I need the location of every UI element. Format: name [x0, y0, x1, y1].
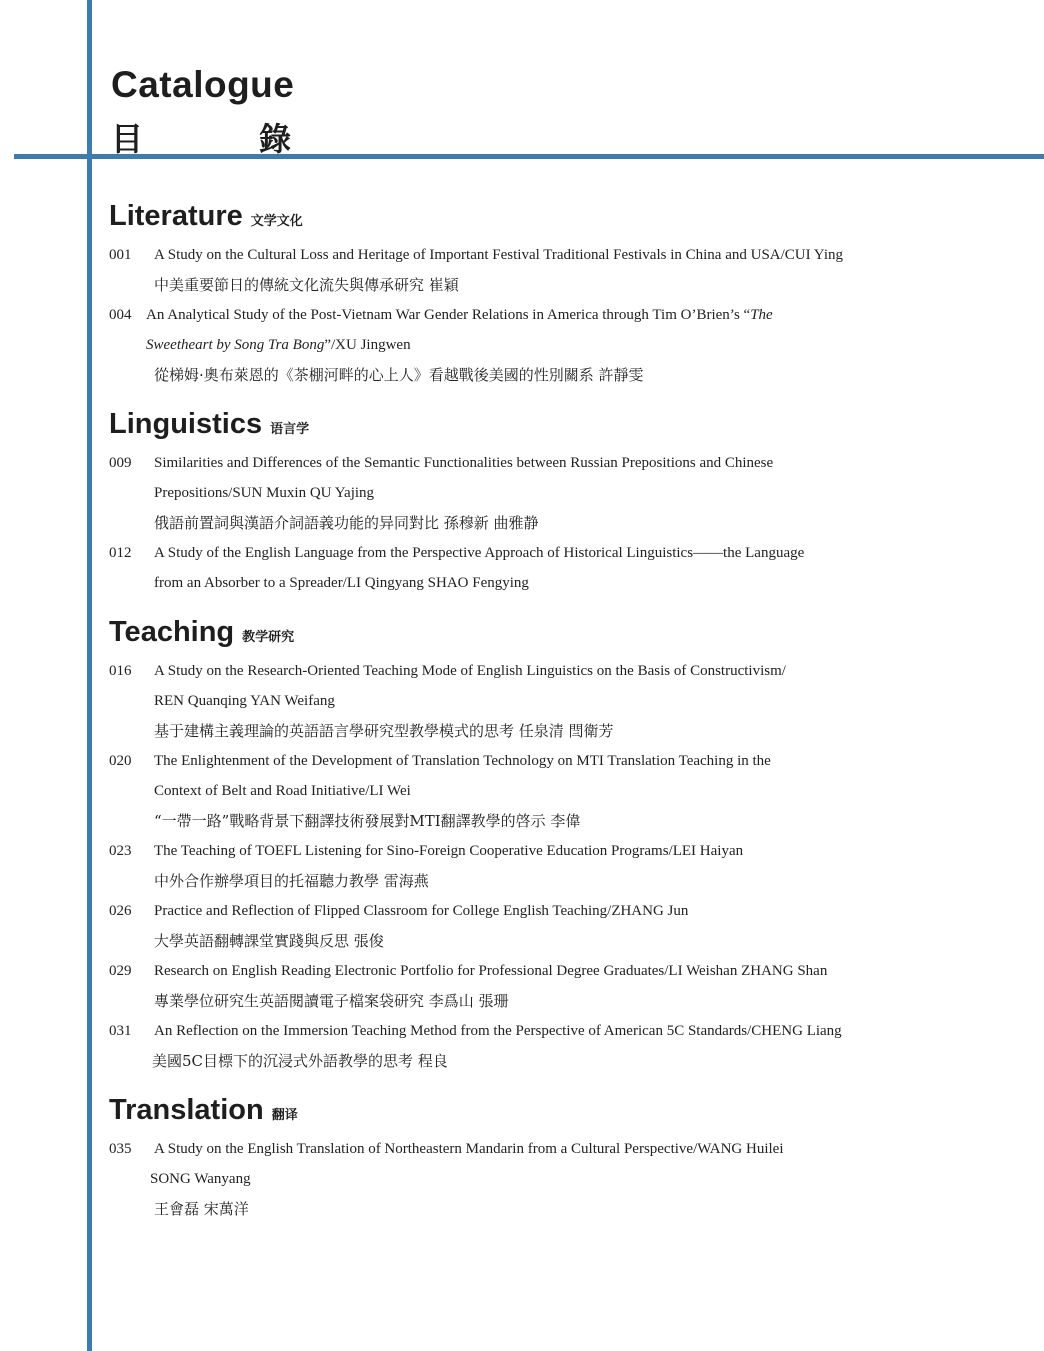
entry-title-line: The Teaching of TOEFL Listening for Sino-Foreign Cooperative Education Programs/LEI Haiyan	[154, 843, 744, 859]
entry-title-chinese: 王會磊 宋萬洋	[154, 1200, 249, 1218]
section-heading	[109, 408, 1009, 448]
section-title: Translation	[109, 1094, 264, 1126]
section-title-chinese: 翻译	[271, 1108, 298, 1123]
entry-title-line: REN Quanqing YAN Weifang	[154, 693, 335, 709]
catalogue-entry[interactable]	[109, 1016, 1009, 1076]
catalogue-entry[interactable]	[109, 956, 1009, 1016]
section-title: Teaching	[109, 616, 235, 648]
vertical-rule	[87, 0, 92, 1351]
entry-title-line: Similarities and Differences of the Semantic Functionalities between Russian Prepositions and Chinese	[154, 455, 774, 471]
page-title-chinese-char-1: 目	[111, 120, 144, 158]
catalogue-entry[interactable]	[109, 1134, 1009, 1224]
entry-title-line: from an Absorber to a Spreader/LI Qingyang SHAO Fengying	[154, 575, 529, 591]
section-literature	[109, 200, 1009, 390]
catalogue-entry[interactable]	[109, 656, 1009, 746]
page-number: 029	[109, 963, 132, 979]
entry-title-line: A Study on the English Translation of Northeastern Mandarin from a Cultural Perspective/WANG Huilei	[154, 1141, 784, 1157]
entry-title-chinese: “一帶一路”戰略背景下翻譯技術發展對MTI翻譯教學的啓示 李偉	[154, 812, 581, 830]
catalogue-entry[interactable]	[109, 836, 1009, 896]
entry-title-chinese: 大學英語翻轉課堂實踐與反思 張俊	[154, 932, 384, 950]
page-title-chinese	[111, 114, 291, 160]
entry-title-chinese: 基于建構主義理論的英語語言學研究型教學模式的思考 任泉清 閆衛芳	[154, 722, 614, 740]
page-number: 023	[109, 843, 132, 859]
section-heading	[109, 200, 1009, 240]
entry-title-line: Sweetheart by Song Tra Bong”/XU Jingwen	[146, 337, 411, 353]
entry-title-line: An Analytical Study of the Post-Vietnam War Gender Relations in America through Tim O’Brien’s “The	[146, 307, 773, 323]
page-number: 009	[109, 455, 132, 471]
entry-title-chinese: 美國5C目標下的沉浸式外語教學的思考 程良	[152, 1052, 448, 1070]
section-heading	[109, 1094, 1009, 1134]
section-title-chinese: 语言学	[270, 422, 310, 437]
section-title-chinese: 教学研究	[242, 630, 295, 645]
catalogue-entry[interactable]	[109, 538, 1009, 598]
entry-title-line: Practice and Reflection of Flipped Classroom for College English Teaching/ZHANG Jun	[154, 903, 689, 919]
entry-title-line: Prepositions/SUN Muxin QU Yajing	[154, 485, 375, 501]
entry-title-line: A Study on the Research-Oriented Teaching Mode of English Linguistics on the Basis of Constructivism/	[154, 663, 786, 679]
entry-title-line: A Study of the English Language from the Perspective Approach of Historical Linguistics——the Language	[154, 545, 805, 561]
catalogue-entry[interactable]	[109, 300, 1009, 390]
entry-title-chinese: 專業學位研究生英語閱讀電子檔案袋研究 李爲山 張珊	[154, 992, 509, 1010]
section-teaching	[109, 616, 1009, 1076]
entry-title-chinese: 中美重要節日的傳統文化流失與傳承研究 崔穎	[154, 276, 459, 294]
page-number: 016	[109, 663, 132, 679]
entry-title-line: Context of Belt and Road Initiative/LI Wei	[154, 783, 411, 799]
section-title-chinese: 文学文化	[250, 214, 303, 229]
catalogue-entry[interactable]	[109, 746, 1009, 836]
section-title: Linguistics	[109, 408, 263, 440]
catalogue-entry[interactable]	[109, 896, 1009, 956]
page-number: 031	[109, 1023, 132, 1039]
entry-title-line: SONG Wanyang	[150, 1171, 251, 1187]
catalogue-entry[interactable]	[109, 240, 1009, 300]
section-heading	[109, 616, 1009, 656]
entry-title-line: The Enlightenment of the Development of Translation Technology on MTI Translation Teaching in the	[154, 753, 771, 769]
page-number: 004	[109, 307, 132, 323]
entry-title-chinese: 從梯姆·奧布萊恩的《茶棚河畔的心上人》看越戰後美國的性別關系 許靜雯	[154, 366, 644, 384]
page-number: 035	[109, 1141, 132, 1157]
page-title: Catalogue	[111, 64, 295, 105]
entry-title-line: An Reflection on the Immersion Teaching Method from the Perspective of American 5C Standards/CHENG Liang	[154, 1023, 842, 1039]
page-number: 020	[109, 753, 132, 769]
section-title: Literature	[109, 200, 243, 232]
section-translation	[109, 1094, 1009, 1224]
section-linguistics	[109, 408, 1009, 598]
entry-title-line: A Study on the Cultural Loss and Heritage of Important Festival Traditional Festivals in China and USA/CUI Ying	[154, 247, 843, 263]
entry-title-chinese: 俄語前置詞與漢語介詞語義功能的异同對比 孫穆新 曲雅静	[154, 514, 539, 532]
page-number: 001	[109, 247, 132, 263]
catalogue-entry[interactable]	[109, 448, 1009, 538]
entry-title-chinese: 中外合作辦學項目的托福聽力教學 雷海燕	[154, 872, 429, 890]
catalogue-content	[109, 200, 1009, 1242]
page-number: 026	[109, 903, 132, 919]
page-number: 012	[109, 545, 132, 561]
page-title-chinese-char-2: 錄	[258, 120, 291, 158]
entry-title-line: Research on English Reading Electronic Portfolio for Professional Degree Graduates/LI Weishan ZHANG Shan	[154, 963, 828, 979]
